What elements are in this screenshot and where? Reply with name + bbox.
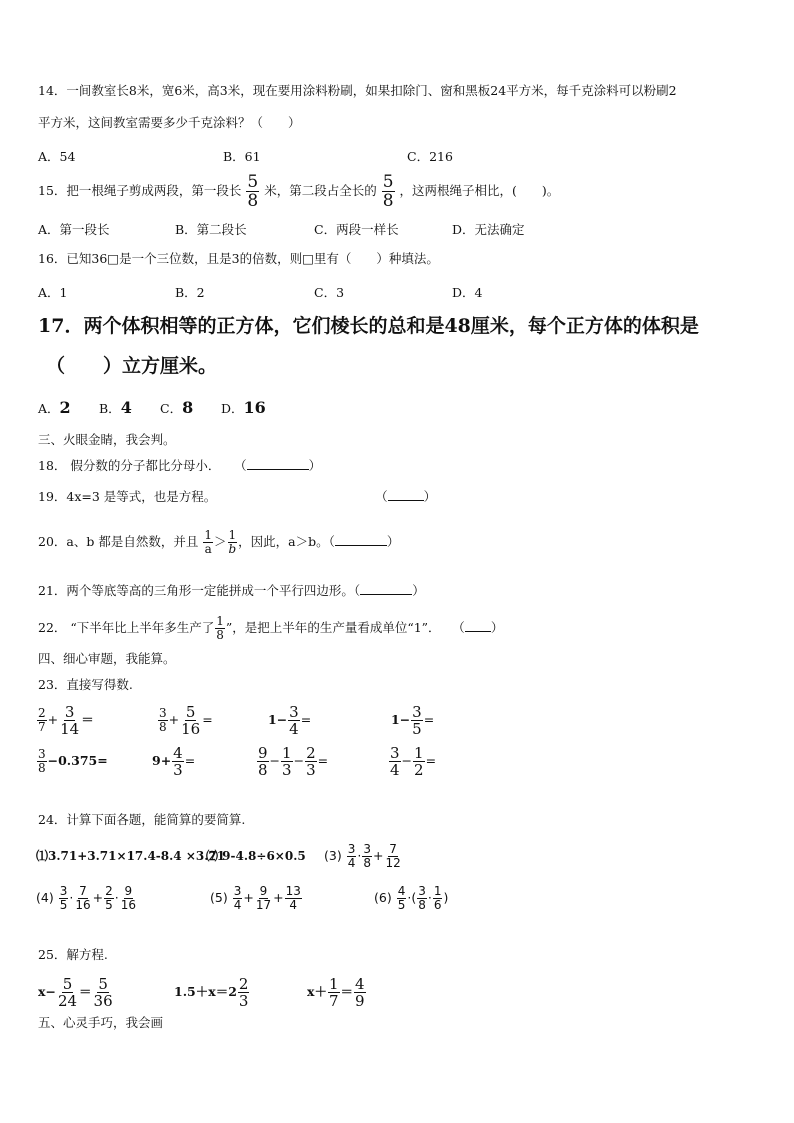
q20-fraction-1-over-a: $\frac{1}{a}$ (204, 528, 212, 556)
q23-expr-4: 1− $\frac{3}{5}$ = (391, 703, 435, 738)
q15-fraction-first: $\frac{5}{8}$ (247, 172, 259, 211)
q15-pre: 15．把一根绳子剪成两段，第一段长 (38, 183, 242, 198)
q24-problem-5: (5) $\frac{3}{4}$ + $\frac{9}{17}$ + $\frac{13}{4}$ (210, 884, 301, 912)
q22-answer-blank[interactable] (465, 621, 491, 632)
q24-problem-2: ⑵ 9-4.8÷6×0.5 (206, 849, 306, 863)
q16-option-c[interactable]: C．3 (314, 285, 345, 300)
q20-question: 20．a、b 都是自然数，并且 $\frac{1}{a}$ ＞ $\frac{1}{b}$ ，因此，a＞b。（ ） (38, 528, 400, 556)
q17-option-d[interactable]: D．16 (221, 398, 266, 417)
q24-problem-6: (6) $\frac{4}{5}$ ·( $\frac{3}{8}$ · $\frac{1}{6}$ ) (374, 884, 449, 912)
q21-answer-blank[interactable] (360, 584, 412, 595)
q21-question: 21．两个等底等高的三角形一定能拼成一个平行四边形。（ ） (38, 583, 425, 598)
q14-option-a[interactable]: A．54 (38, 149, 76, 164)
q15-mid: 米，第二段占全长的 (264, 183, 377, 198)
section-5-title: 五、心灵手巧，我会画 (38, 1015, 164, 1030)
q23-expr-5: $\frac{3}{8}$ −0.375= (38, 747, 108, 775)
q18-question: 18． 假分数的分子都比分母小． （ ） (38, 458, 322, 473)
q18-answer-blank[interactable] (247, 459, 309, 470)
q22-question: 22． “下半年比上半年多生产了 $\frac{1}{8}$ ”，是把上半年的生产量看成单位“1”． （ ） (38, 614, 504, 642)
q15-option-a[interactable]: A．第一段长 (38, 222, 110, 237)
q22-fraction: $\frac{1}{8}$ (216, 614, 224, 642)
q16-option-b[interactable]: B．2 (175, 285, 205, 300)
section-4-title: 四、细心审题，我能算。 (38, 651, 176, 666)
q23-title: 23．直接写得数. (38, 677, 133, 692)
q15-question (38, 173, 559, 210)
q23-expr-7: $\frac{9}{8}$ − $\frac{1}{3}$ − $\frac{2}{3}$ = (258, 744, 329, 779)
q17-option-c[interactable]: C．8 (160, 398, 194, 417)
q14-option-c[interactable]: C．216 (407, 149, 453, 164)
q15-option-b[interactable]: B．第二段长 (175, 222, 247, 237)
q24-problem-3: (3) $\frac{3}{4}$ · $\frac{3}{8}$ + $\frac{7}{12}$ (324, 842, 401, 870)
q25-equation-2: 1.5＋x＝2 $\frac{2}{3}$ (174, 975, 249, 1010)
q23-expr-2: $\frac{3}{8}$ + $\frac{5}{16}$ = (159, 703, 213, 738)
q17-line1: 17．两个体积相等的正方体，它们棱长的总和是48厘米，每个正方体的体积是 (38, 315, 699, 337)
q25-equation-1: x− $\frac{5}{24}$ ＝ $\frac{5}{36}$ (38, 975, 113, 1010)
q15-option-c[interactable]: C．两段一样长 (314, 222, 399, 237)
q14-line2: 平方米，这间教室需要多少千克涂料？（ ） (38, 115, 301, 130)
q25-equation-3: x＋ $\frac{1}{7}$ ＝ $\frac{4}{9}$ (307, 975, 365, 1010)
q24-problem-1: ⑴3.71+3.71×17.4-8.4 ×3.71 (36, 849, 226, 863)
q23-expr-3: 1− $\frac{3}{4}$ = (268, 703, 312, 738)
q17-option-a[interactable]: A．2 (38, 398, 71, 417)
section-3-title: 三、火眼金睛，我会判。 (38, 432, 176, 447)
q20-answer-blank[interactable] (335, 535, 387, 546)
q24-problem-4: (4) $\frac{3}{5}$ · $\frac{7}{16}$ + $\frac{2}{5}$ · $\frac{9}{16}$ (36, 884, 136, 912)
q16-question: 16．已知36□是一个三位数，且是3的倍数，则□里有（ ）种填法。 (38, 251, 439, 266)
q25-title: 25．解方程. (38, 947, 108, 962)
q16-option-a[interactable]: A．1 (38, 285, 68, 300)
q15-option-d[interactable]: D．无法确定 (452, 222, 525, 237)
q15-post: ，这两根绳子相比，( )。 (399, 183, 560, 198)
q23-expr-1: $\frac{2}{7}$ + $\frac{3}{14}$ ＝ (38, 703, 94, 738)
q24-title: 24．计算下面各题，能简算的要简算. (38, 812, 246, 827)
q15-fraction-second: $\frac{5}{8}$ (382, 172, 394, 211)
q23-expr-8: $\frac{3}{4}$ − $\frac{1}{2}$ = (390, 744, 437, 779)
q17-option-b[interactable]: B．4 (99, 398, 132, 417)
q20-fraction-1-over-b: $\frac{1}{b}$ (228, 528, 237, 556)
q14-line1: 14．一间教室长8米，宽6米，高3米，现在要用涂料粉刷，如果扣除门、窗和黑板24平方米，每千克涂料可以粉刷2 (38, 83, 677, 98)
q19-answer-blank[interactable] (388, 490, 424, 501)
q14-option-b[interactable]: B．61 (223, 149, 261, 164)
q16-option-d[interactable]: D．4 (452, 285, 483, 300)
q23-expr-6: 9+ $\frac{4}{3}$ = (152, 744, 196, 779)
q17-line2: （ ）立方厘米。 (46, 355, 218, 377)
q19-question: 19．4x=3 是等式，也是方程。 （ ） (38, 489, 437, 504)
